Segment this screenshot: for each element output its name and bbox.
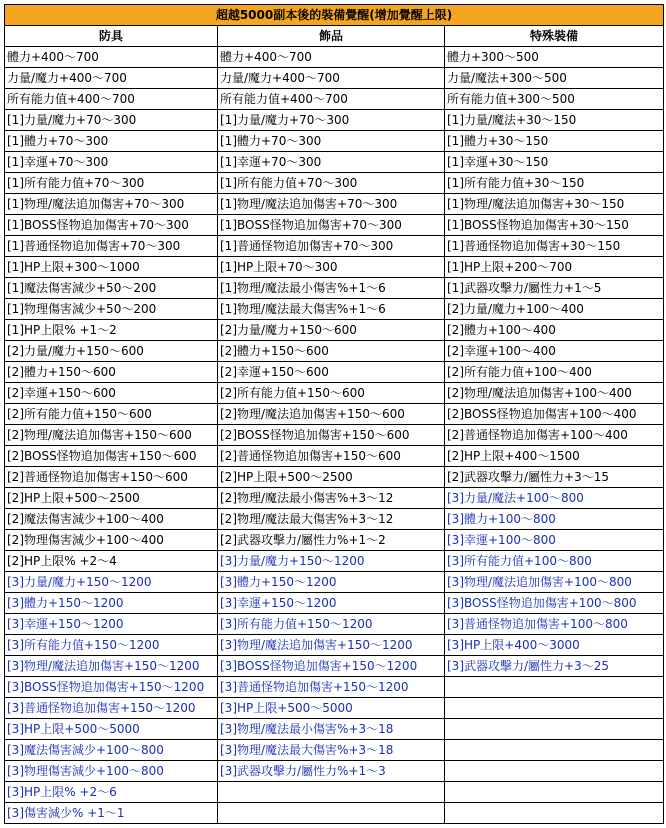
table-row	[5, 467, 664, 488]
special-cell: 體力+300～500	[445, 47, 664, 68]
accessory-cell: [2]物理/魔法最大傷害%+3～12	[218, 509, 445, 530]
table-row	[5, 635, 664, 656]
table-row	[5, 593, 664, 614]
special-cell	[445, 740, 664, 761]
table-row	[5, 530, 664, 551]
table-row	[5, 761, 664, 782]
special-cell: [2]BOSS怪物追加傷害+100～400	[445, 404, 664, 425]
armor-cell: [1]所有能力值+70～300	[5, 173, 218, 194]
accessory-cell	[218, 803, 445, 824]
armor-cell: [2]所有能力值+150～600	[5, 404, 218, 425]
armor-cell: [2]BOSS怪物追加傷害+150～600	[5, 446, 218, 467]
accessory-cell: [3]物理/魔法追加傷害+150～1200	[218, 635, 445, 656]
accessory-cell: 力量/魔力+400～700	[218, 68, 445, 89]
armor-cell: [2]力量/魔力+150～600	[5, 341, 218, 362]
accessory-cell: [1]所有能力值+70～300	[218, 173, 445, 194]
special-cell: [1]幸運+30～150	[445, 152, 664, 173]
armor-cell: [1]物理/魔法追加傷害+70～300	[5, 194, 218, 215]
armor-cell: [3]HP上限+500～5000	[5, 719, 218, 740]
special-cell: [1]體力+30～150	[445, 131, 664, 152]
special-cell	[445, 782, 664, 803]
accessory-cell: [2]普通怪物追加傷害+150～600	[218, 446, 445, 467]
accessory-cell: [3]力量/魔力+150～1200	[218, 551, 445, 572]
title-row	[5, 5, 664, 26]
table-title: 超越5000副本後的裝備覺醒(增加覺醒上限)	[5, 5, 664, 26]
special-cell: 所有能力值+300～500	[445, 89, 664, 110]
special-cell: [3]力量/魔法+100～800	[445, 488, 664, 509]
accessory-cell: 所有能力值+400～700	[218, 89, 445, 110]
table-row	[5, 152, 664, 173]
armor-cell: [2]物理/魔法追加傷害+150～600	[5, 425, 218, 446]
table-body	[5, 47, 664, 824]
armor-cell: 體力+400～700	[5, 47, 218, 68]
table-row	[5, 341, 664, 362]
armor-cell: [3]傷害減少% +1～1	[5, 803, 218, 824]
armor-cell: [3]HP上限% +2～6	[5, 782, 218, 803]
accessory-cell: [2]HP上限+500～2500	[218, 467, 445, 488]
table-row	[5, 194, 664, 215]
special-cell: [2]武器攻擊力/屬性力+3～15	[445, 467, 664, 488]
armor-cell: [1]HP上限+300～1000	[5, 257, 218, 278]
special-cell: [1]HP上限+200～700	[445, 257, 664, 278]
special-cell: [3]武器攻擊力/屬性力+3～25	[445, 656, 664, 677]
accessory-cell: [1]幸運+70～300	[218, 152, 445, 173]
special-cell: [3]HP上限+400～3000	[445, 635, 664, 656]
accessory-cell: [3]武器攻擊力/屬性力%+1～3	[218, 761, 445, 782]
table-row	[5, 89, 664, 110]
table-row	[5, 362, 664, 383]
table-row	[5, 677, 664, 698]
accessory-cell: [3]所有能力值+150～1200	[218, 614, 445, 635]
armor-cell: [1]BOSS怪物追加傷害+70～300	[5, 215, 218, 236]
armor-cell: [1]普通怪物追加傷害+70～300	[5, 236, 218, 257]
armor-cell: [2]HP上限+500～2500	[5, 488, 218, 509]
accessory-cell: [3]體力+150～1200	[218, 572, 445, 593]
special-cell	[445, 761, 664, 782]
special-cell: [2]普通怪物追加傷害+100～400	[445, 425, 664, 446]
column-header-special: 特殊裝備	[445, 26, 664, 47]
special-cell: [3]BOSS怪物追加傷害+100～800	[445, 593, 664, 614]
accessory-cell: [3]普通怪物追加傷害+150～1200	[218, 677, 445, 698]
accessory-cell: [1]物理/魔法最大傷害%+1～6	[218, 299, 445, 320]
accessory-cell: [2]武器攻擊力/屬性力%+1～2	[218, 530, 445, 551]
special-cell: [3]物理/魔法追加傷害+100～800	[445, 572, 664, 593]
special-cell: [2]物理/魔法追加傷害+100～400	[445, 383, 664, 404]
special-cell: [2]HP上限+400～1500	[445, 446, 664, 467]
table-row	[5, 131, 664, 152]
armor-cell: [3]物理/魔法追加傷害+150～1200	[5, 656, 218, 677]
table-row	[5, 740, 664, 761]
armor-cell: [3]魔法傷害減少+100～800	[5, 740, 218, 761]
accessory-cell	[218, 782, 445, 803]
armor-cell: 力量/魔力+400～700	[5, 68, 218, 89]
accessory-cell: [1]力量/魔力+70～300	[218, 110, 445, 131]
table-row	[5, 47, 664, 68]
accessory-cell: [3]BOSS怪物追加傷害+150～1200	[218, 656, 445, 677]
armor-cell: [1]物理傷害減少+50～200	[5, 299, 218, 320]
column-header-armor: 防具	[5, 26, 218, 47]
table-row	[5, 320, 664, 341]
table-row	[5, 446, 664, 467]
special-cell: [3]幸運+100～800	[445, 530, 664, 551]
special-cell	[445, 803, 664, 824]
table-row	[5, 236, 664, 257]
special-cell: [3]所有能力值+100～800	[445, 551, 664, 572]
armor-cell: [1]魔法傷害減少+50～200	[5, 278, 218, 299]
table-row	[5, 215, 664, 236]
armor-cell: [2]物理傷害減少+100～400	[5, 530, 218, 551]
armor-cell: [1]體力+70～300	[5, 131, 218, 152]
accessory-cell: [2]物理/魔法追加傷害+150～600	[218, 404, 445, 425]
armor-cell: [1]幸運+70～300	[5, 152, 218, 173]
accessory-cell: [1]HP上限+70～300	[218, 257, 445, 278]
table-row	[5, 425, 664, 446]
table-row	[5, 614, 664, 635]
special-cell	[445, 698, 664, 719]
armor-cell: [2]幸運+150～600	[5, 383, 218, 404]
table-row	[5, 299, 664, 320]
special-cell: [1]普通怪物追加傷害+30～150	[445, 236, 664, 257]
armor-cell: 所有能力值+400～700	[5, 89, 218, 110]
column-header-accessory: 飾品	[218, 26, 445, 47]
special-cell: [1]所有能力值+30～150	[445, 173, 664, 194]
accessory-cell: [2]物理/魔法最小傷害%+3～12	[218, 488, 445, 509]
special-cell: [3]體力+100～800	[445, 509, 664, 530]
table-row	[5, 803, 664, 824]
armor-cell: [1]力量/魔力+70～300	[5, 110, 218, 131]
accessory-cell: [1]物理/魔法最小傷害%+1～6	[218, 278, 445, 299]
armor-cell: [3]體力+150～1200	[5, 593, 218, 614]
table-row	[5, 173, 664, 194]
awakening-table	[4, 4, 664, 824]
accessory-cell: [3]HP上限+500～5000	[218, 698, 445, 719]
accessory-cell: [3]物理/魔法最小傷害%+3～18	[218, 719, 445, 740]
table-row	[5, 68, 664, 89]
accessory-cell: [2]力量/魔力+150～600	[218, 320, 445, 341]
armor-cell: [1]HP上限% +1～2	[5, 320, 218, 341]
special-cell: [2]幸運+100～400	[445, 341, 664, 362]
table-row	[5, 278, 664, 299]
special-cell: 力量/魔法+300～500	[445, 68, 664, 89]
accessory-cell: 體力+400～700	[218, 47, 445, 68]
accessory-cell: [3]物理/魔法最大傷害%+3～18	[218, 740, 445, 761]
table-row	[5, 551, 664, 572]
armor-cell: [3]幸運+150～1200	[5, 614, 218, 635]
accessory-cell: [2]幸運+150～600	[218, 362, 445, 383]
armor-cell: [3]普通怪物追加傷害+150～1200	[5, 698, 218, 719]
column-header-row	[5, 26, 664, 47]
special-cell: [1]武器攻擊力/屬性力+1～5	[445, 278, 664, 299]
table-row	[5, 656, 664, 677]
armor-cell: [3]所有能力值+150～1200	[5, 635, 218, 656]
special-cell: [1]力量/魔法+30～150	[445, 110, 664, 131]
special-cell	[445, 677, 664, 698]
accessory-cell: [2]BOSS怪物追加傷害+150～600	[218, 425, 445, 446]
armor-cell: [3]BOSS怪物追加傷害+150～1200	[5, 677, 218, 698]
special-cell: [2]力量/魔力+100～400	[445, 299, 664, 320]
accessory-cell: [2]所有能力值+150～600	[218, 383, 445, 404]
armor-cell: [2]魔法傷害減少+100～400	[5, 509, 218, 530]
armor-cell: [3]物理傷害減少+100～800	[5, 761, 218, 782]
accessory-cell: [1]物理/魔法追加傷害+70～300	[218, 194, 445, 215]
special-cell: [2]所有能力值+100～400	[445, 362, 664, 383]
table-row	[5, 383, 664, 404]
accessory-cell: [3]幸運+150～1200	[218, 593, 445, 614]
special-cell: [3]普通怪物追加傷害+100～800	[445, 614, 664, 635]
armor-cell: [2]普通怪物追加傷害+150～600	[5, 467, 218, 488]
special-cell: [2]體力+100～400	[445, 320, 664, 341]
table-row	[5, 698, 664, 719]
special-cell: [1]物理/魔法追加傷害+30～150	[445, 194, 664, 215]
table-row	[5, 110, 664, 131]
armor-cell: [2]體力+150～600	[5, 362, 218, 383]
table-row	[5, 509, 664, 530]
accessory-cell: [1]體力+70～300	[218, 131, 445, 152]
accessory-cell: [2]體力+150～600	[218, 341, 445, 362]
table-row	[5, 404, 664, 425]
armor-cell: [2]HP上限% +2～4	[5, 551, 218, 572]
table-row	[5, 719, 664, 740]
special-cell	[445, 719, 664, 740]
table-row	[5, 782, 664, 803]
armor-cell: [3]力量/魔力+150～1200	[5, 572, 218, 593]
accessory-cell: [1]普通怪物追加傷害+70～300	[218, 236, 445, 257]
table-row	[5, 572, 664, 593]
special-cell: [1]BOSS怪物追加傷害+30～150	[445, 215, 664, 236]
accessory-cell: [1]BOSS怪物追加傷害+70～300	[218, 215, 445, 236]
table-row	[5, 488, 664, 509]
table-row	[5, 257, 664, 278]
